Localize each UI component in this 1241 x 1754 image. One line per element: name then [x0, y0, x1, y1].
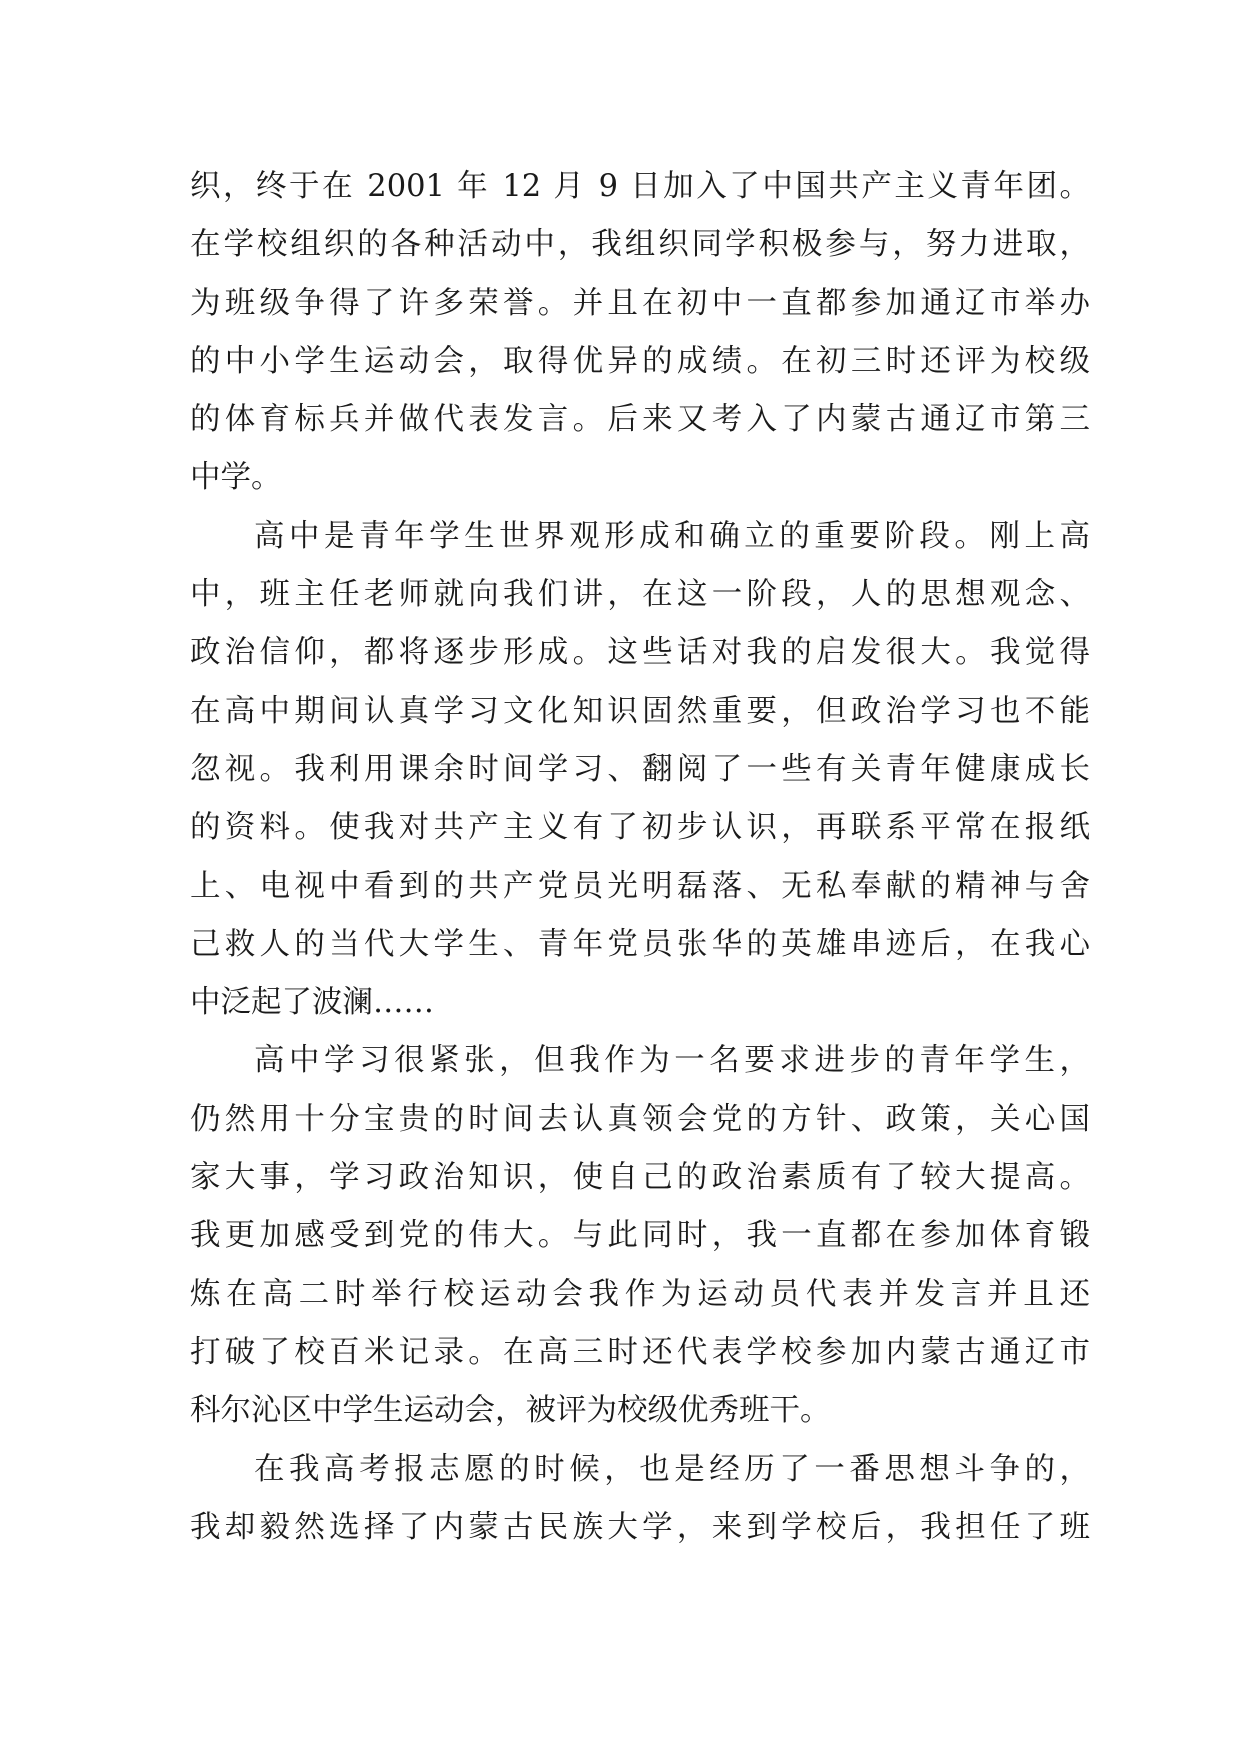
text-line: 在高中期间认真学习文化知识固然重要，但政治学习也不能 — [190, 693, 1090, 729]
text-line: 科尔沁区中学生运动会，被评为校级优秀班干。 — [190, 1393, 831, 1429]
text-line: 己救人的当代大学生、青年党员张华的英雄串迹后，在我心 — [190, 926, 1090, 962]
text-line: 在学校组织的各种活动中，我组织同学积极参与，努力进取， — [190, 227, 1090, 263]
text-line: 炼在高二时举行校运动会我作为运动员代表并发言并且还 — [190, 1276, 1090, 1312]
text-line: 中，班主任老师就向我们讲，在这一阶段，人的思想观念、 — [190, 577, 1090, 613]
paragraph-first-line: 在我高考报志愿的时候，也是经历了一番思想斗争的， — [254, 1451, 1090, 1487]
text-line: 的体育标兵并做代表发言。后来又考入了内蒙古通辽市第三 — [190, 402, 1090, 438]
paragraph-first-line: 高中学习很紧张，但我作为一名要求进步的青年学生， — [254, 1043, 1090, 1079]
text-line: 中学。 — [190, 460, 282, 496]
text-line: 我却毅然选择了内蒙古民族大学，来到学校后，我担任了班 — [190, 1509, 1090, 1545]
text-line: 政治信仰，都将逐步形成。这些话对我的启发很大。我觉得 — [190, 635, 1090, 671]
text-line: 忽视。我利用课余时间学习、翻阅了一些有关青年健康成长 — [190, 751, 1090, 787]
text-line: 中泛起了波澜…… — [190, 985, 434, 1021]
paragraph-first-line: 高中是青年学生世界观形成和确立的重要阶段。刚上高 — [254, 518, 1090, 554]
text-line: 打破了校百米记录。在高三时还代表学校参加内蒙古通辽市 — [190, 1334, 1090, 1370]
text-line: 我更加感受到党的伟大。与此同时，我一直都在参加体育锻 — [190, 1218, 1090, 1254]
text-line: 上、电视中看到的共产党员光明磊落、无私奉献的精神与舍 — [190, 868, 1090, 904]
text-line: 为班级争得了许多荣誉。并且在初中一直都参加通辽市举办 — [190, 285, 1090, 321]
text-line: 仍然用十分宝贵的时间去认真领会党的方针、政策，关心国 — [190, 1101, 1090, 1137]
text-line: 的资料。使我对共产主义有了初步认识，再联系平常在报纸 — [190, 810, 1090, 846]
text-line: 织，终于在 2001 年 12 月 9 日加入了中国共产主义青年团。 — [190, 169, 1090, 204]
document-body — [190, 158, 1090, 1557]
text-line: 家大事，学习政治知识，使自己的政治素质有了较大提高。 — [190, 1160, 1090, 1196]
text-line: 的中小学生运动会，取得优异的成绩。在初三时还评为校级 — [190, 343, 1090, 379]
